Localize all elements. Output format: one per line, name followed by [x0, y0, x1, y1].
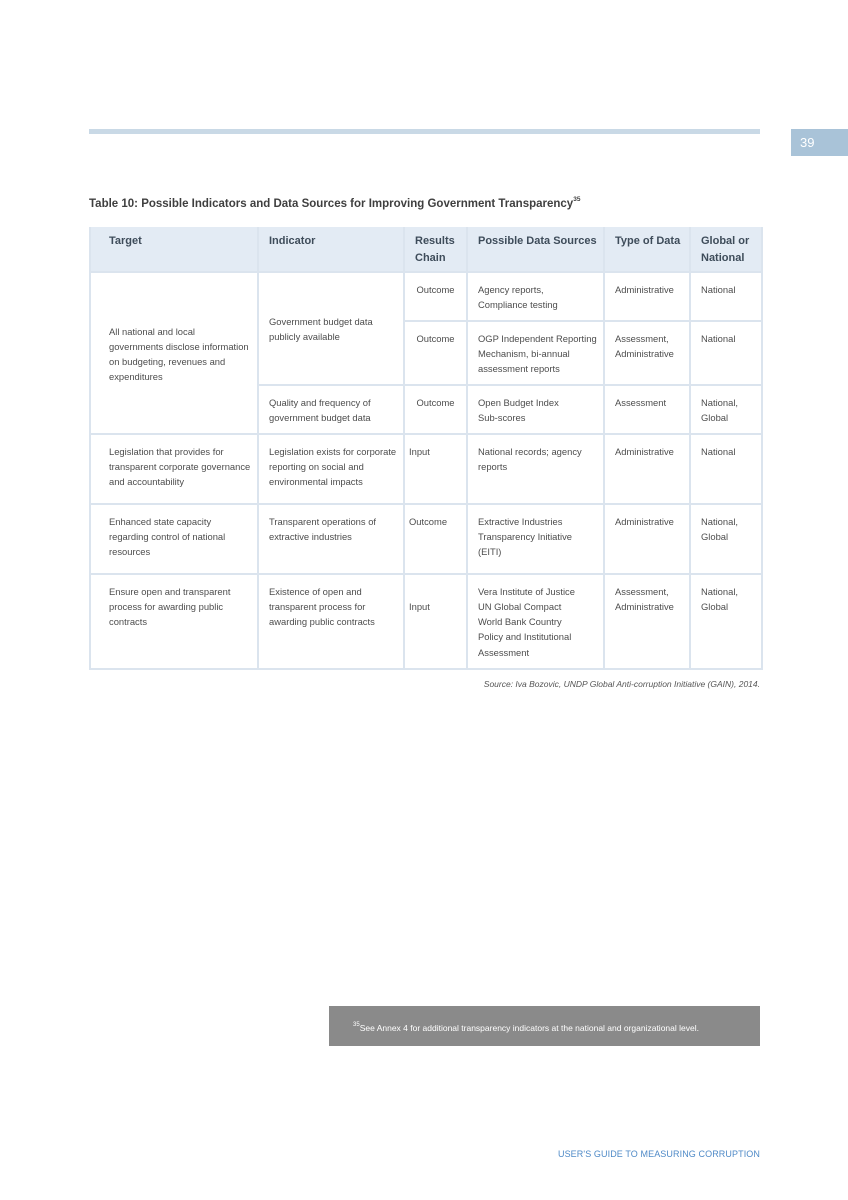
data-sources-cell: Vera Institute of Justice UN Global Compact World Bank Country Policy and Institutional Assessment [467, 574, 604, 668]
indicator-cell: Quality and frequency of government budget data [258, 385, 404, 434]
footnote-text: See Annex 4 for additional transparency indicators at the national and organizational level. [359, 1022, 699, 1033]
target-cell: Ensure open and transparent process for awarding public contracts [90, 574, 258, 668]
header-results-chain: Results Chain [404, 227, 467, 272]
header-target: Target [90, 227, 258, 272]
type-of-data-cell: Administrative [604, 272, 690, 321]
top-rule [89, 129, 760, 134]
table-title-footnote-ref: 35 [573, 196, 581, 203]
data-sources-cell: National records; agency reports [467, 434, 604, 504]
header-data-sources: Possible Data Sources [467, 227, 604, 272]
table-row [90, 574, 762, 668]
scope-cell: National [690, 321, 762, 385]
scope-cell: National, Global [690, 385, 762, 434]
type-of-data-cell: Administrative [604, 504, 690, 574]
header-indicator: Indicator [258, 227, 404, 272]
header-type-of-data: Type of Data [604, 227, 690, 272]
data-sources-cell: OGP Independent Reporting Mechanism, bi-annual assessment reports [467, 321, 604, 385]
scope-cell: National [690, 272, 762, 321]
footnote-marker: 35 [353, 1022, 360, 1028]
header-global-national: Global or National [690, 227, 762, 272]
target-cell: All national and local governments disclose information on budgeting, revenues and expenditures [90, 272, 258, 434]
type-of-data-cell: Assessment, Administrative [604, 574, 690, 668]
running-footer: USER'S GUIDE TO MEASURING CORRUPTION [557, 1149, 760, 1159]
indicator-cell: Government budget data publicly available [258, 272, 404, 385]
table-title [89, 197, 769, 210]
results-chain-cell: Outcome [404, 321, 467, 385]
results-chain-cell [404, 574, 467, 668]
indicator-cell: Transparent operations of extractive industries [258, 504, 404, 574]
page-number: 39 [791, 129, 848, 156]
target-cell: Legislation that provides for transparent corporate governance and accountability [90, 434, 258, 504]
table-title-text: Table 10: Possible Indicators and Data Sources for Improving Government Transparency [89, 197, 574, 210]
indicators-table [89, 227, 763, 670]
data-sources-cell: Agency reports, Compliance testing [467, 272, 604, 321]
table-row [90, 272, 762, 321]
type-of-data-cell: Assessment [604, 385, 690, 434]
scope-cell: National, Global [690, 574, 762, 668]
indicator-cell: Legislation exists for corporate reporting on social and environmental impacts [258, 434, 404, 504]
results-chain-cell: Outcome [404, 272, 467, 321]
table-header-row [90, 227, 762, 272]
scope-cell: National, Global [690, 504, 762, 574]
type-of-data-cell: Assessment, Administrative [604, 321, 690, 385]
results-chain-cell: Input [404, 434, 467, 504]
indicator-cell: Existence of open and transparent process for awarding public contracts [258, 574, 404, 668]
results-chain-text: Input [409, 601, 430, 613]
results-chain-cell: Outcome [404, 504, 467, 574]
table-row [90, 434, 762, 504]
scope-cell: National [690, 434, 762, 504]
results-chain-cell: Outcome [404, 385, 467, 434]
footnote-box [329, 1006, 760, 1046]
table-row [90, 504, 762, 574]
target-cell: Enhanced state capacity regarding control of national resources [90, 504, 258, 574]
data-sources-cell: Open Budget Index Sub-scores [467, 385, 604, 434]
type-of-data-cell: Administrative [604, 434, 690, 504]
data-sources-cell: Extractive Industries Transparency Initiative (EITI) [467, 504, 604, 574]
source-note: Source: Iva Bozovic, UNDP Global Anti-corruption Initiative (GAIN), 2014. [483, 679, 760, 689]
